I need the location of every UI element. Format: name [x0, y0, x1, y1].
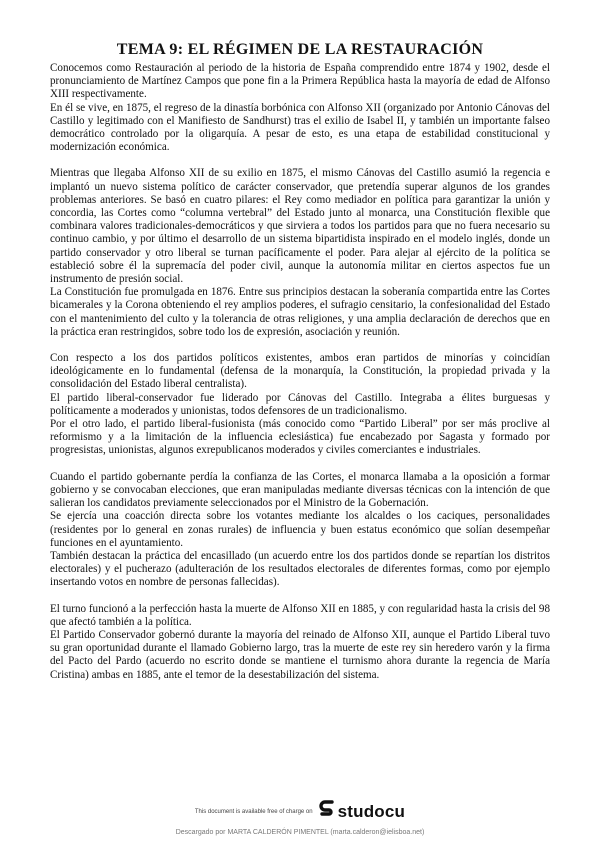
- studocu-wordmark: studocu: [337, 801, 406, 821]
- paragraph: También destacan la práctica del encasillado (un acuerdo entre los dos partidos donde se repartían los distritos electorales) y el pucherazo (adulteración de los resultados electorales de diferentes formas, como por ejemplo insertando votos en nombre de personas fallecidas).: [50, 549, 550, 589]
- document-title: TEMA 9: EL RÉGIMEN DE LA RESTAURACIÓN: [116, 41, 484, 58]
- paragraph: El partido liberal-conservador fue liderado por Cánovas del Castillo. Integraba a élites burguesas y políticamente a moderados y unionistas, todos defensores de un tradicionalismo.: [50, 391, 550, 417]
- paragraph: Se ejercía una coacción directa sobre los votantes mediante los alcaldes o los caciques, personalidades (residentes por lo general en zonas rurales) de influencia y buen estatus económico que solían desempeñar funciones en el ayuntamiento.: [50, 510, 550, 549]
- paragraph: Con respecto a los dos partidos políticos existentes, ambos eran partidos de minorías y coincidían ideológicamente en lo fundamental (defensa de la monarquía, la Constitución, la propiedad privada y la consolidación del Estado liberal centralista).: [50, 352, 550, 391]
- section-4: [50, 471, 550, 590]
- section-2: [50, 167, 550, 339]
- paragraph: Por el otro lado, el partido liberal-fusionista (más conocido como “Partido Liberal” por ser más proclive al reformismo y a la limitación de la influencia eclesiástica) fue encabezado por Sagasta y formado por progresistas, unionistas, algunos exrepublicanos moderados y civiles comerciantes e industriales.: [50, 418, 550, 457]
- studocu-brand-link[interactable]: [319, 800, 406, 823]
- page-footer: [0, 800, 600, 836]
- paragraph: Conocemos como Restauración al periodo de la historia de España comprendido entre 1874 y 1902, desde el pronunciamiento de Martínez Campos que pone fin a la Primera República hasta la mayoría de edad de Alfonso XIII respectivamente.: [50, 62, 550, 101]
- studocu-banner: [0, 800, 600, 823]
- studocu-logo-icon: [319, 800, 335, 823]
- document-page: [50, 40, 550, 682]
- paragraph: La Constitución fue promulgada en 1876. Entre sus principios destacan la soberanía compartida entre las Cortes bicamerales y la Corona obteniendo el rey amplios poderes, el sufragio censitario, la confesionalidad del Estado con el mantenimiento del culto y la tolerancia de otras religiones, y una amplia declaración de derechos que en la práctica eran restringidos, sobre todo los de expresión, asociación y reunión.: [50, 286, 550, 338]
- paragraph: Mientras que llegaba Alfonso XII de su exilio en 1875, el mismo Cánovas del Castillo asumió la regencia e implantó un nuevo sistema político de carácter conservador, que pretendía superar algunos de los grandes problemas anteriores. Se basó en cuatro pilares: el Rey como mediador en política para garantizar la unión y concordia, las Cortes como “columna vertebral” del Estado junto al monarca, una Constitución flexible que combinara valores tradicionales-democráticos y que sirviera a todos los partidos para que no fuera necesario su continuo cambio, y por último el desarrollo de un sistema bipartidista inspirado en el modelo inglés, donde un partido conservador y otro liberal se turnan pacíficamente el poder. Para alejar al ejército de la política se estableció sobre él la supremacía del poder civil, aunque la autonomía militar en ciertos aspectos fue un instrumento de presión social.: [50, 167, 550, 286]
- section-5: [50, 603, 550, 682]
- paragraph: El turno funcionó a la perfección hasta la muerte de Alfonso XII en 1885, y con regularidad hasta la crisis del 98 que afectó también a la política.: [50, 602, 550, 628]
- download-attribution: Descargado por MARTA CALDERÓN PIMENTEL (marta.calderon@ielisboa.net): [175, 829, 425, 836]
- section-1: [50, 62, 550, 154]
- availability-note: This document is available free of charge on: [194, 808, 313, 815]
- paragraph: En él se vive, en 1875, el regreso de la dinastía borbónica con Alfonso XII (organizado por Antonio Cánovas del Castillo y legitimado con el Manifiesto de Sandhurst) tras el exilio de Isabel II, y también un importante falseo democrático controlado por la oligarquía. A pesar de esto, es una etapa de estabilidad constitucional y modernización económica.: [50, 101, 550, 154]
- paragraph: El Partido Conservador gobernó durante la mayoría del reinado de Alfonso XII, aunque el Partido Liberal tuvo su gran oportunidad durante el llamado Gobierno largo, tras la muerte de este rey sin heredero varón y la firma del Pacto del Pardo (acuerdo no escrito donde se mantiene el turnismo ahora durante la regencia de María Cristina) ambas en 1885, ante el temor de la desestabilización del sistema.: [50, 628, 550, 681]
- section-3: [50, 352, 550, 458]
- paragraph: Cuando el partido gobernante perdía la confianza de las Cortes, el monarca llamaba a la oposición a formar gobierno y se convocaban elecciones, que eran manipuladas mediante diversas técnicas con la intención de que salieran los candidatos previamente seleccionados por el Ministro de la Gobernación.: [50, 470, 550, 510]
